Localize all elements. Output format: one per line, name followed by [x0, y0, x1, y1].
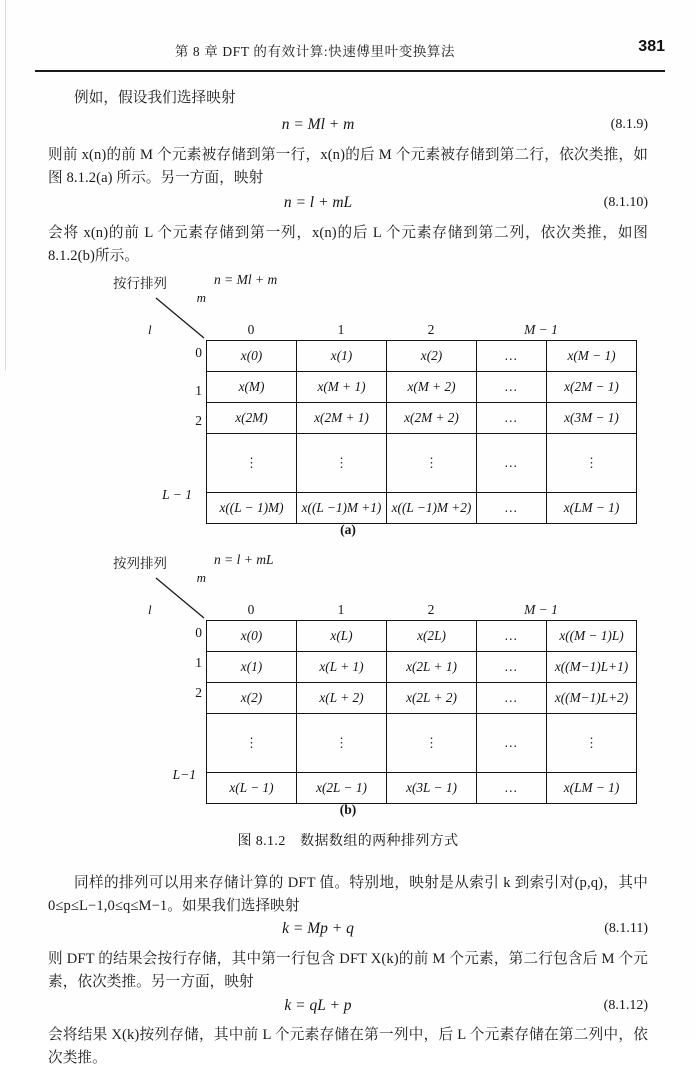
- paragraph-5: 则 DFT 的结果会按行存储，其中第一行包含 DFT X(k)的前 M 个元素，第二行包含后 M 个元素，依次类推。另一方面，映射: [48, 951, 648, 990]
- table-cell: ⋮: [387, 434, 477, 493]
- page-number: 381: [638, 38, 665, 55]
- table-row: [207, 683, 637, 714]
- table-cell: x(2L + 1): [387, 652, 477, 683]
- table-cell: ⋮: [207, 714, 297, 773]
- table-cell: x(2M): [207, 403, 297, 434]
- panel-a-title: 按行排列: [113, 276, 167, 291]
- panel-a-col-header-2: 2: [427, 322, 435, 337]
- table-row: [207, 341, 637, 372]
- table-cell: x(L + 2): [297, 683, 387, 714]
- equation-8-1-10: [48, 194, 648, 216]
- table-cell: …: [477, 493, 547, 524]
- equation-8-1-12: [48, 997, 648, 1019]
- table-cell: ⋮: [297, 714, 387, 773]
- table-cell: x(2): [207, 683, 297, 714]
- table-cell: x(L + 1): [297, 652, 387, 683]
- table-cell: x(M + 2): [387, 372, 477, 403]
- table-cell: x(M): [207, 372, 297, 403]
- paragraph-2: 则前 x(n)的前 M 个元素被存储到第一行，x(n)的后 M 个元素被存储到第二行，依次类推，如图 8.1.2(a) 所示。另一方面，映射: [48, 147, 648, 186]
- panel-a-row-header-2: 2: [195, 413, 202, 428]
- panel-a-axis-corner: [148, 292, 208, 340]
- table-cell: x((M−1)L+1): [547, 652, 637, 683]
- table-cell: x((M − 1)L): [547, 621, 637, 652]
- table-cell: ⋮: [297, 434, 387, 493]
- panel-b-row-header-last: L−1: [172, 767, 196, 782]
- table-row: [207, 372, 637, 403]
- panel-a-col-header-0: 0: [247, 322, 255, 337]
- running-head: [35, 40, 665, 64]
- table-cell: …: [477, 773, 547, 804]
- table-cell: ⋮: [387, 714, 477, 773]
- table-cell: …: [477, 434, 547, 493]
- equation-8-1-12-body: k = qL + p: [284, 997, 352, 1014]
- table-cell: x((L −1)M +2): [387, 493, 477, 524]
- panel-a-col-header-1: 1: [337, 322, 345, 337]
- panel-b-row-header-0: 0: [195, 625, 202, 640]
- panel-b-table: [206, 620, 637, 804]
- table-cell: …: [477, 683, 547, 714]
- panel-a-row-header-1: 1: [195, 383, 202, 398]
- panel-b-col-header-1: 1: [337, 602, 345, 617]
- table-cell: x(L − 1): [207, 773, 297, 804]
- panel-a-row-header-0: 0: [195, 345, 202, 360]
- table-cell: x(L): [297, 621, 387, 652]
- header-rule: [35, 70, 665, 72]
- panel-b-axis-col-label: m: [196, 570, 206, 585]
- running-head-title: 第 8 章 DFT 的有效计算:快速傅里叶变换算法: [174, 44, 456, 59]
- table-row: [207, 403, 637, 434]
- panel-b-col-header-last: M − 1: [524, 602, 558, 617]
- panel-b-axis-row-label: l: [148, 602, 152, 617]
- table-row: [207, 714, 637, 773]
- table-cell: x(2): [387, 341, 477, 372]
- table-row: [207, 621, 637, 652]
- table-cell: x(1): [207, 652, 297, 683]
- panel-b-row-header-2: 2: [195, 685, 202, 700]
- table-cell: x(2M + 1): [297, 403, 387, 434]
- table-cell: x(2L − 1): [297, 773, 387, 804]
- table-cell: x(2L + 2): [387, 683, 477, 714]
- table-cell: ⋮: [207, 434, 297, 493]
- panel-b-title: 按列排列: [113, 556, 167, 571]
- table-cell: x(0): [207, 341, 297, 372]
- table-cell: …: [477, 403, 547, 434]
- equation-8-1-10-body: n = l + mL: [283, 194, 353, 211]
- panel-a-sublabel: (a): [340, 522, 356, 537]
- table-cell: x((L −1)M +1): [297, 493, 387, 524]
- panel-b-col-header-2: 2: [427, 602, 435, 617]
- table-cell: ⋮: [547, 434, 637, 493]
- table-cell: x(2M − 1): [547, 372, 637, 403]
- table-row: [207, 434, 637, 493]
- equation-8-1-10-number: (8.1.10): [603, 195, 648, 210]
- panel-b-axis-corner: [148, 572, 208, 620]
- table-cell: …: [477, 652, 547, 683]
- panel-a-axis-col-label: m: [196, 290, 206, 305]
- paragraph-4: 同样的排列可以用来存储计算的 DFT 值。特别地，映射是从索引 k 到索引对(p,q)，其中 0≤p≤L−1,0≤q≤M−1。如果我们选择映射: [48, 875, 648, 914]
- figure-caption: 图 8.1.2 数据数组的两种排列方式: [237, 834, 459, 849]
- scan-edge: [5, 0, 6, 370]
- panel-b-mapping: n = l + mL: [214, 552, 274, 567]
- table-row: [207, 652, 637, 683]
- panel-a-col-header-last: M − 1: [524, 322, 558, 337]
- equation-8-1-9-number: (8.1.9): [610, 117, 648, 132]
- table-cell: x(3L − 1): [387, 773, 477, 804]
- table-row: [207, 773, 637, 804]
- table-cell: x((M−1)L+2): [547, 683, 637, 714]
- equation-8-1-9-body: n = Ml + m: [281, 116, 355, 133]
- table-row: [207, 493, 637, 524]
- panel-a-row-header-last: L − 1: [162, 487, 192, 502]
- table-cell: x(LM − 1): [547, 493, 637, 524]
- table-cell: …: [477, 372, 547, 403]
- paragraph-6: 会将结果 X(k)按列存储，其中前 L 个元素存储在第一列中，后 L 个元素存储在第二列中，依次类推。: [48, 1027, 648, 1066]
- panel-b-col-header-0: 0: [247, 602, 255, 617]
- paragraph-1: 例如，假设我们选择映射: [74, 90, 236, 106]
- table-cell: x(0): [207, 621, 297, 652]
- table-cell: x(3M − 1): [547, 403, 637, 434]
- table-cell: x(M + 1): [297, 372, 387, 403]
- panel-b-row-header-1: 1: [195, 655, 202, 670]
- table-cell: x(M − 1): [547, 341, 637, 372]
- table-cell: x(1): [297, 341, 387, 372]
- table-cell: …: [477, 341, 547, 372]
- equation-8-1-11: [48, 920, 648, 942]
- table-cell: x(2L): [387, 621, 477, 652]
- table-cell: x(LM − 1): [547, 773, 637, 804]
- equation-8-1-12-number: (8.1.12): [603, 998, 648, 1013]
- panel-b-sublabel: (b): [339, 802, 357, 817]
- equation-8-1-11-body: k = Mp + q: [282, 920, 354, 937]
- table-cell: x((L − 1)M): [207, 493, 297, 524]
- equation-8-1-9: [48, 116, 648, 138]
- panel-a-table: [206, 340, 637, 524]
- table-cell: …: [477, 621, 547, 652]
- equation-8-1-11-number: (8.1.11): [604, 921, 648, 936]
- table-cell: …: [477, 714, 547, 773]
- table-cell: ⋮: [547, 714, 637, 773]
- paragraph-3: 会将 x(n)的前 L 个元素存储到第一列，x(n)的后 L 个元素存储到第二列，依次类推，如图 8.1.2(b)所示。: [48, 225, 648, 264]
- panel-a-axis-row-label: l: [148, 322, 152, 337]
- panel-a-mapping: n = Ml + m: [214, 272, 278, 287]
- table-cell: x(2M + 2): [387, 403, 477, 434]
